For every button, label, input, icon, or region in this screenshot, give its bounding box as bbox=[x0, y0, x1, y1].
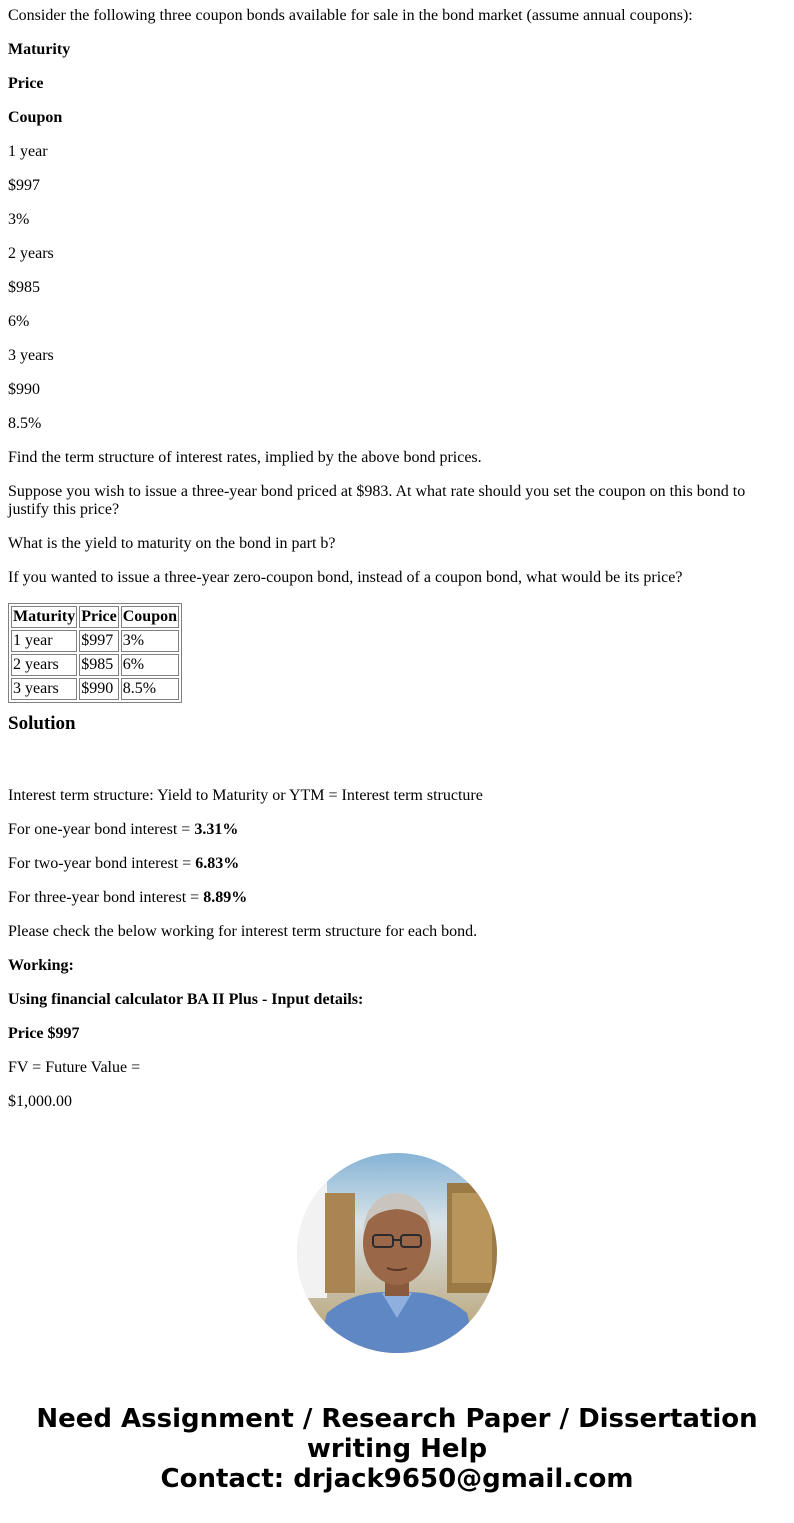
table-cell: $990 bbox=[79, 678, 119, 700]
fv-label: FV = Future Value = bbox=[8, 1059, 141, 1076]
question-part-b: Suppose you wish to issue a three-year bond priced at $983. At what rate should you set the coupon on this bond to justify this price? bbox=[8, 483, 746, 518]
flat-cell: 8.5% bbox=[8, 415, 42, 432]
promo-line: writing Help bbox=[306, 1434, 488, 1464]
question-part-a: Find the term structure of interest rates, implied by the above bond prices. bbox=[8, 449, 482, 466]
question-part-c: What is the yield to maturity on the bond in part b? bbox=[8, 535, 336, 552]
flat-header-price: Price bbox=[8, 75, 44, 92]
table-cell: 3% bbox=[121, 630, 179, 652]
rate-value: 3.31% bbox=[194, 821, 239, 838]
table-cell: $997 bbox=[79, 630, 119, 652]
solution-heading: Solution bbox=[8, 713, 76, 734]
working-label: Working: bbox=[8, 957, 74, 974]
table-header-cell: Coupon bbox=[121, 606, 179, 628]
promo-banner bbox=[0, 1404, 794, 1494]
question-part-d: If you wanted to issue a three-year zero-coupon bond, instead of a coupon bond, what would be its price? bbox=[8, 569, 683, 586]
table-row bbox=[11, 630, 179, 652]
table-row bbox=[11, 654, 179, 676]
rate-value: 6.83% bbox=[195, 855, 240, 872]
table-cell: 6% bbox=[121, 654, 179, 676]
calculator-label: Using financial calculator BA II Plus - Input details: bbox=[8, 991, 364, 1008]
flat-cell: $990 bbox=[8, 381, 40, 398]
rate-one-year: For one-year bond interest = 3.31% bbox=[8, 821, 239, 838]
promo-contact: Contact: drjack9650@gmail.com bbox=[160, 1464, 634, 1494]
rate-value: 8.89% bbox=[203, 889, 248, 906]
flat-cell: 3% bbox=[8, 211, 30, 228]
rate-three-year: For three-year bond interest = 8.89% bbox=[8, 889, 248, 906]
table-cell: $985 bbox=[79, 654, 119, 676]
fv-value: $1,000.00 bbox=[8, 1093, 72, 1110]
table-header-cell: Price bbox=[79, 606, 119, 628]
table-cell: 1 year bbox=[11, 630, 77, 652]
table-cell: 8.5% bbox=[121, 678, 179, 700]
flat-cell: 6% bbox=[8, 313, 30, 330]
table-header-row bbox=[11, 606, 179, 628]
table-cell: 2 years bbox=[11, 654, 77, 676]
price-label: Price $997 bbox=[8, 1025, 80, 1042]
flat-cell: $997 bbox=[8, 177, 40, 194]
flat-cell: 2 years bbox=[8, 245, 54, 262]
author-portrait-icon bbox=[297, 1153, 497, 1353]
term-structure-line: Interest term structure: Yield to Maturity or YTM = Interest term structure bbox=[8, 787, 483, 804]
flat-cell: 1 year bbox=[8, 143, 48, 160]
flat-cell: $985 bbox=[8, 279, 40, 296]
author-avatar bbox=[297, 1153, 497, 1353]
bond-table bbox=[8, 603, 182, 703]
rate-two-year: For two-year bond interest = 6.83% bbox=[8, 855, 240, 872]
table-cell: 3 years bbox=[11, 678, 77, 700]
check-line: Please check the below working for interest term structure for each bond. bbox=[8, 923, 478, 940]
flat-cell: 3 years bbox=[8, 347, 54, 364]
flat-header-coupon: Coupon bbox=[8, 109, 63, 126]
flat-header-maturity: Maturity bbox=[8, 41, 71, 58]
promo-line: Need Assignment / Research Paper / Dissertation bbox=[36, 1404, 758, 1434]
question-intro: Consider the following three coupon bonds available for sale in the bond market (assume annual coupons): bbox=[8, 7, 693, 24]
table-row bbox=[11, 678, 179, 700]
table-header-cell: Maturity bbox=[11, 606, 77, 628]
